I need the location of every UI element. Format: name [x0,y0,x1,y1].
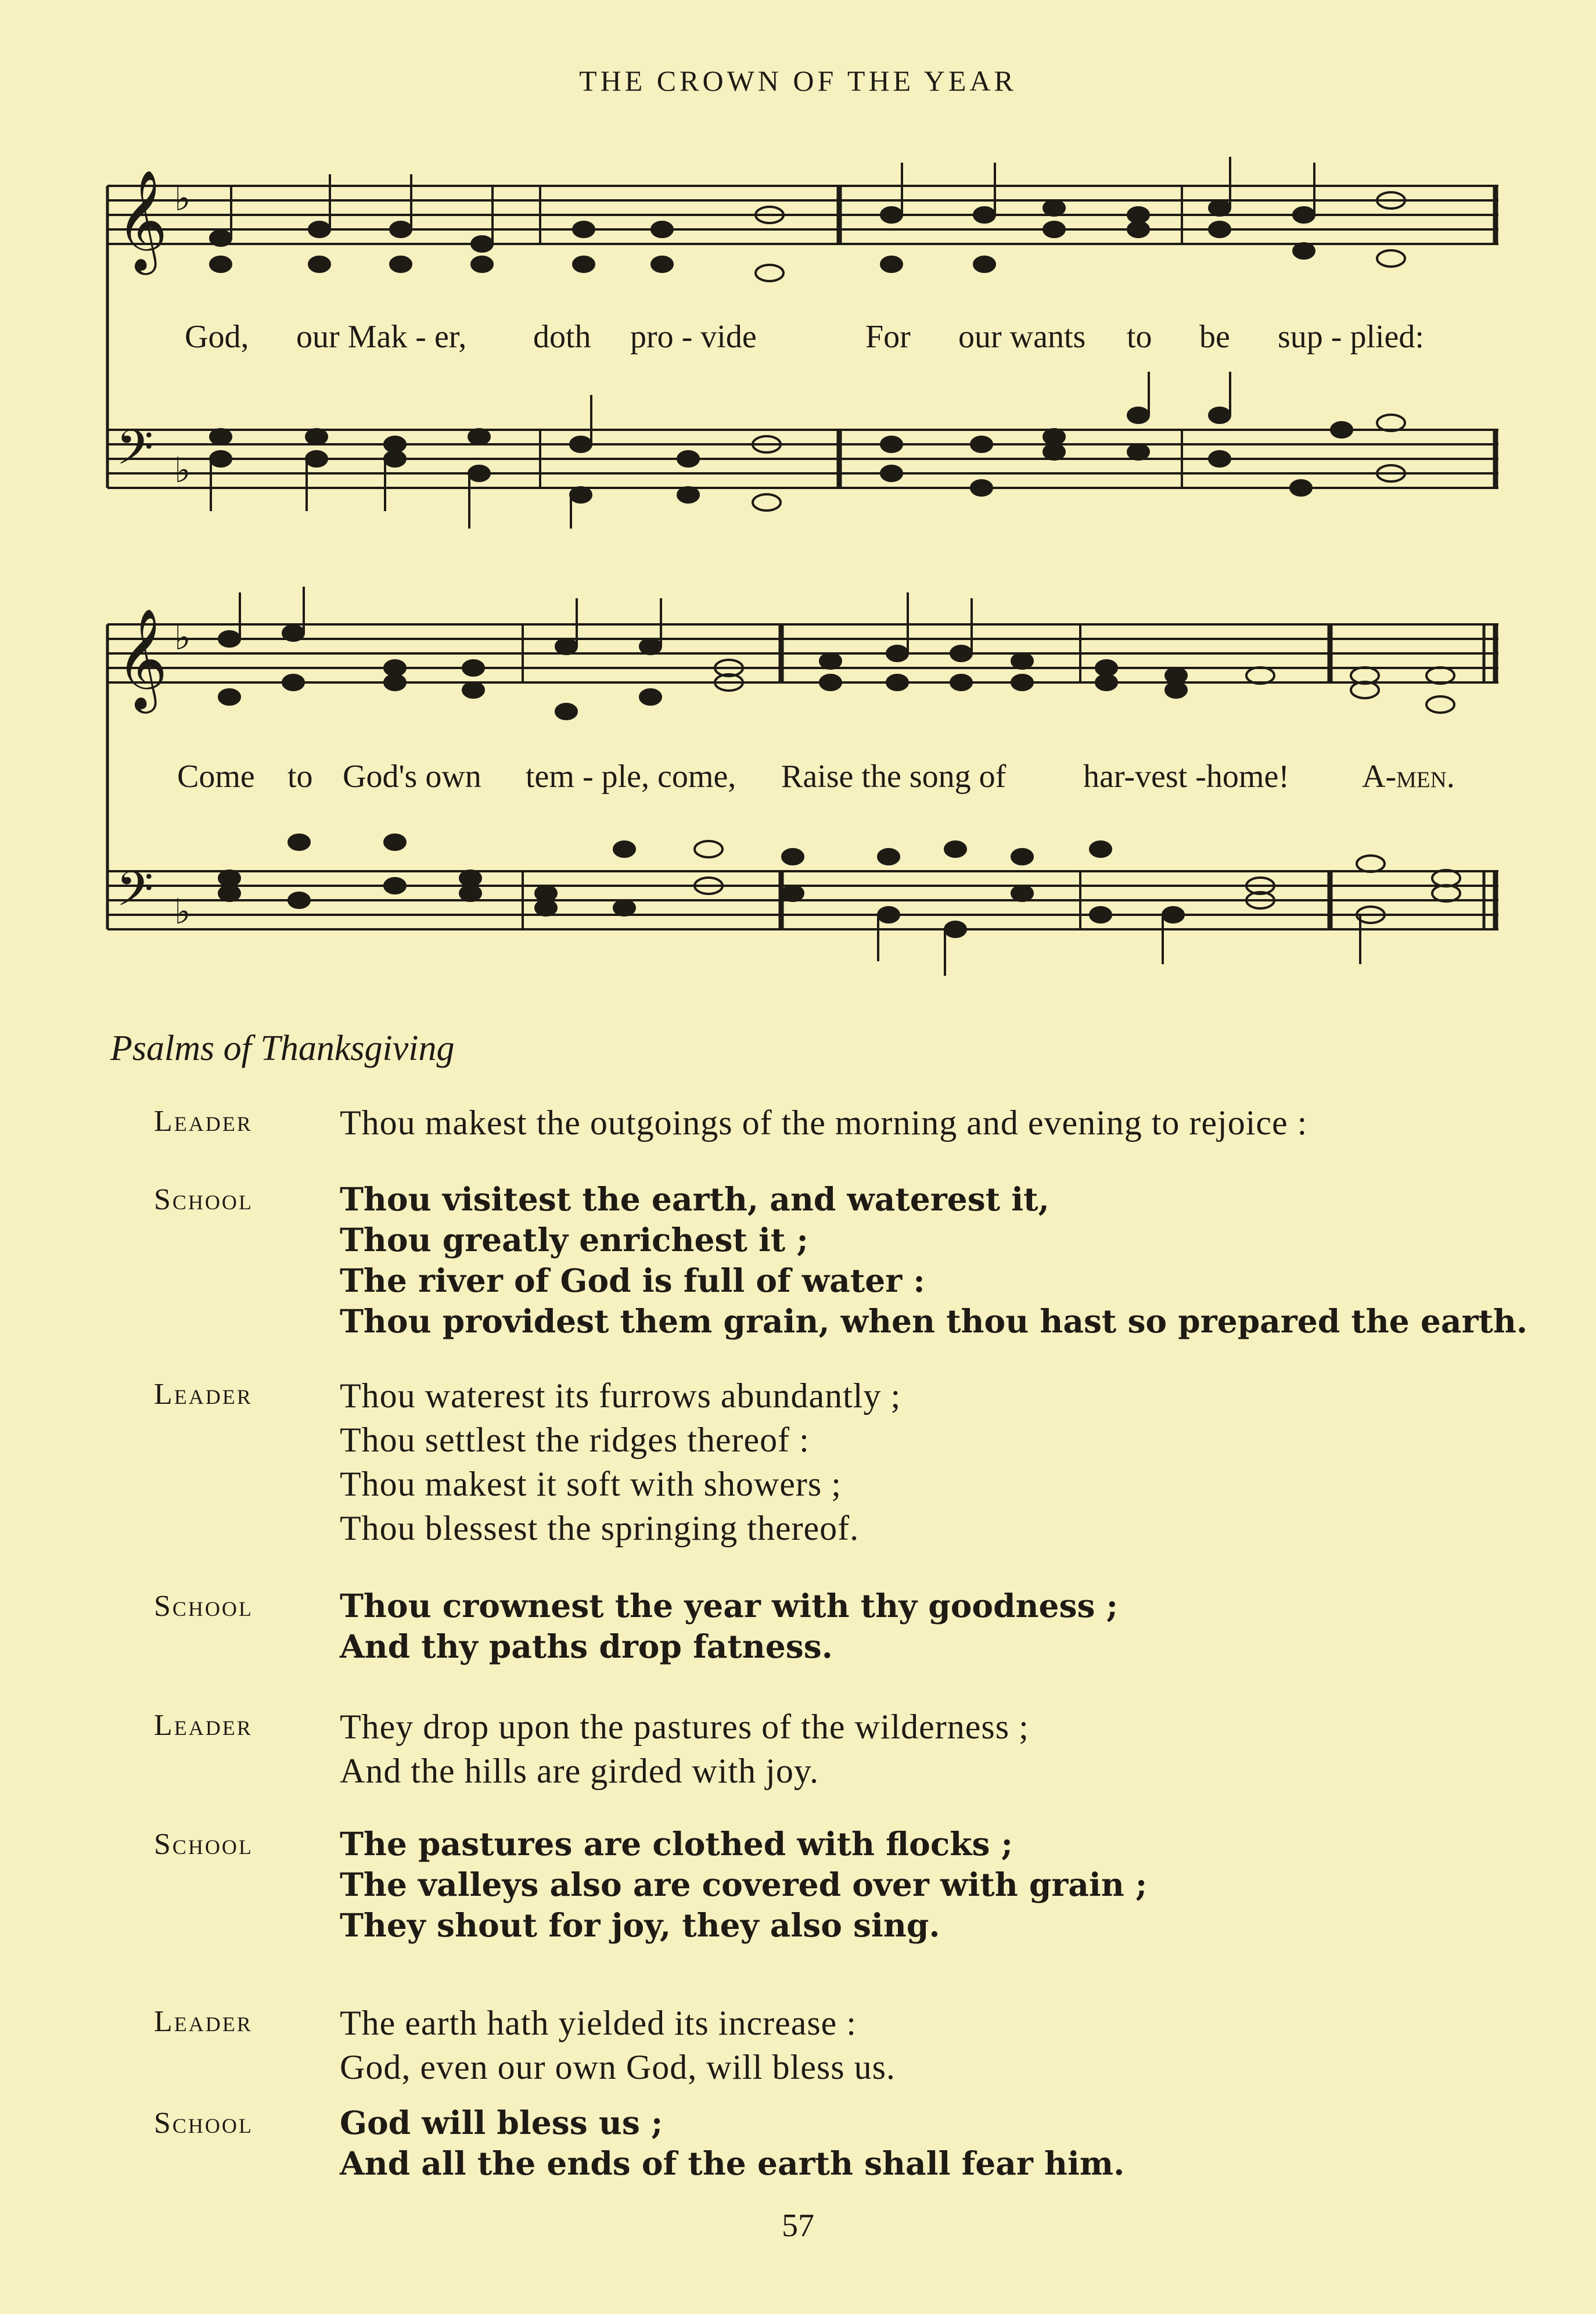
lyric-syllable: pro - vide [630,319,757,355]
lyric-syllable: be [1199,319,1230,355]
lyric-syllable: For [865,319,911,355]
lyric-syllable: to [287,759,313,795]
staff-treble-2 [107,624,1498,682]
reading-line: They shout for joy, they also sing. [340,1906,940,1944]
role-label: School [154,1183,253,1216]
lyric-syllable: har-vest -home! [1083,759,1289,795]
school-response [340,1586,1118,1667]
treble-clef-icon: 𝄞 [116,608,168,709]
reading-line: Thou crownest the year with thy goodness ; [340,1587,1118,1625]
svg-text:♭: ♭ [174,450,191,491]
reading-line: And all the ends of the earth shall fear him. [340,2144,1125,2182]
lyric-syllable: doth [533,319,591,355]
reading-line: Thou visitest the earth, and waterest it, [340,1180,1049,1218]
role-label: Leader [154,1378,253,1411]
reading-line: Thou blessest the springing thereof. [340,1509,860,1547]
page-number: 57 [782,2208,814,2244]
svg-text:♭: ♭ [174,617,191,658]
reading-line: And thy paths drop fatness. [340,1627,833,1665]
role-label: School [154,2107,253,2140]
reading-line: Thou providest them grain, when thou hast so prepared the earth. [340,1302,1528,1340]
reading-line: The river of God is full of water : [340,1262,925,1299]
lyric-syllable: our Mak - er, [296,319,467,355]
role-label: School [154,1828,253,1861]
bass-clef-icon: 𝄢 [116,419,154,487]
lyric-syllable: tem - ple, come, [526,759,736,795]
role-label: Leader [154,2005,253,2038]
svg-text:♭: ♭ [174,892,191,932]
school-response [340,1179,1527,1342]
lyric-syllable: our wants [958,319,1086,355]
lyric-syllable: God, [185,319,249,355]
leader-response [340,2001,896,2089]
reading-line: They drop upon the pastures of the wilderness ; [340,1708,1029,1746]
lyric-syllable: God's own [343,759,481,795]
leader-response [340,1705,1029,1793]
role-label: Leader [154,1105,253,1138]
reading-line: The earth hath yielded its increase : [340,2004,857,2042]
bass-clef-icon: 𝄢 [116,861,154,929]
leader-response [340,1101,1307,1145]
reading-line: The valleys also are covered over with grain ; [340,1866,1148,1903]
leader-response [340,1374,901,1550]
treble-clef-icon: 𝄞 [116,170,168,271]
lyric-syllable: Raise the song of [781,759,1007,795]
school-response [340,1824,1147,1946]
reading-line: Thou waterest its furrows abundantly ; [340,1377,901,1415]
staff-bass-2 [107,871,1498,929]
role-label: Leader [154,1709,253,1742]
reading-line: Thou makest it soft with showers ; [340,1465,842,1503]
svg-text:♭: ♭ [174,178,191,219]
school-response [340,2103,1124,2184]
reading-line: And the hills are girded with joy. [340,1752,819,1790]
section-title: Psalms of Thanksgiving [110,1029,455,1068]
running-head: THE CROWN OF THE YEAR [579,64,1017,97]
lyric-amen: A-men. [1362,759,1455,795]
lyric-syllable: Come [177,759,255,795]
reading-line: Thou greatly enrichest it ; [340,1221,808,1259]
role-label: School [154,1590,253,1623]
lyric-syllable: sup - plied: [1278,319,1424,355]
reading-line: God will bless us ; [340,2104,663,2141]
reading-line: Thou settlest the ridges thereof : [340,1421,810,1459]
reading-line: Thou makest the outgoings of the morning and evening to rejoice : [340,1104,1308,1142]
lyric-syllable: to [1127,319,1152,355]
reading-line: The pastures are clothed with flocks ; [340,1825,1013,1863]
reading-line: God, even our own God, will bless us. [340,2048,896,2086]
hymn-score [0,0,1596,987]
